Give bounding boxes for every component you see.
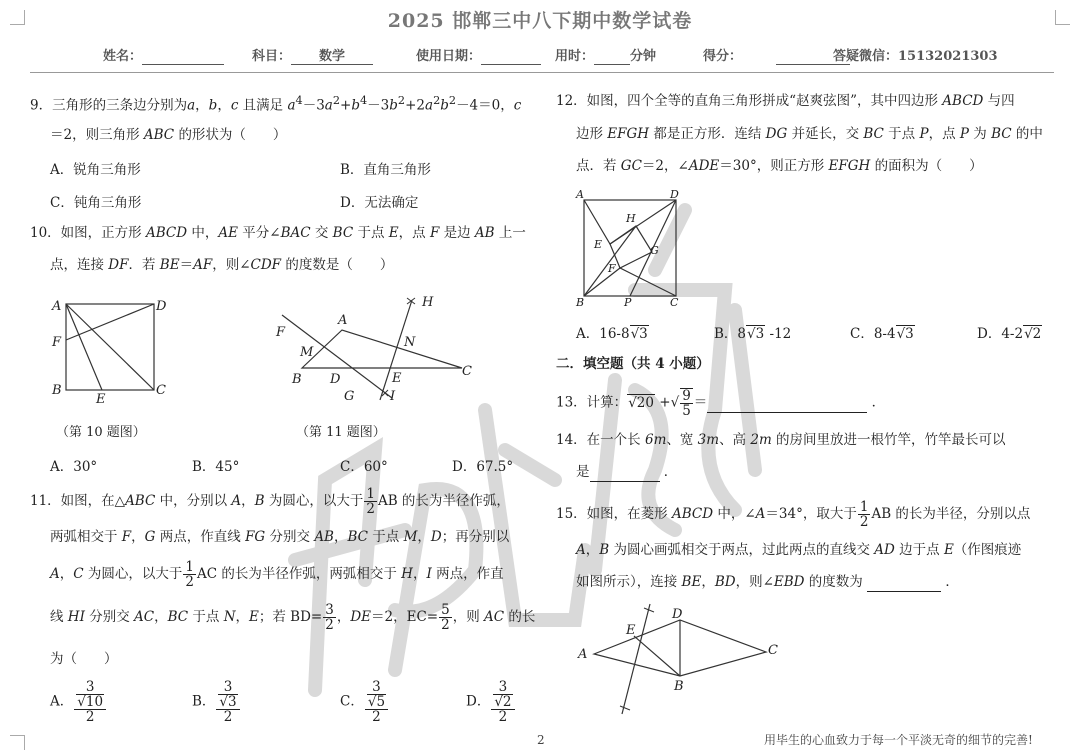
score-field bbox=[703, 45, 850, 65]
svg-text:F: F bbox=[276, 325, 286, 340]
q15-figure bbox=[572, 600, 788, 720]
svg-text:A: A bbox=[338, 313, 348, 328]
svg-text:D: D bbox=[330, 372, 341, 387]
svg-text:E: E bbox=[392, 371, 402, 386]
svg-text:E: E bbox=[626, 623, 636, 638]
svg-text:B: B bbox=[576, 296, 585, 308]
q11-option-d: D． 3 √2 2 bbox=[466, 680, 516, 724]
svg-text:H: H bbox=[422, 295, 434, 310]
q9-option-c: C．钝角三角形 bbox=[50, 195, 142, 211]
name-blank bbox=[142, 49, 224, 65]
svg-text:C: C bbox=[768, 643, 778, 658]
svg-text:E: E bbox=[96, 392, 106, 406]
svg-text:C: C bbox=[156, 383, 166, 398]
q10-figure bbox=[46, 294, 176, 406]
subject-value: 数学 bbox=[291, 45, 373, 65]
q12-option-d: D．4-2√2 bbox=[977, 326, 1042, 342]
svg-text:C: C bbox=[462, 364, 472, 379]
subject-label: 科目： bbox=[252, 49, 292, 64]
svg-text:H: H bbox=[626, 212, 636, 225]
svg-text:B: B bbox=[292, 372, 302, 387]
svg-text:P: P bbox=[624, 296, 632, 308]
q12-option-c: C．8-4√3 bbox=[850, 326, 914, 342]
svg-text:B: B bbox=[52, 383, 62, 398]
q10-option-d: D．67.5° bbox=[452, 459, 514, 475]
page-number: 2 bbox=[537, 733, 545, 747]
q11-line2: 两弧相交于 F，G 两点，作直线 FG 分别交 AB，BC 于点 M，D；再分别以 bbox=[50, 529, 510, 545]
time-blank bbox=[594, 49, 630, 65]
wechat-contact: 答疑微信：15132021303 bbox=[833, 49, 998, 64]
q11-line3: A，C 为圆心，以大于 $\frac{1}{2}$ AC 的长为半径作弧，两弧相交于 H，I 两点，作直 bbox=[50, 559, 504, 590]
svg-text:A: A bbox=[52, 299, 62, 314]
footer-slogan: 用毕生的心血致力于每一个平淡无奇的细节的完善! bbox=[764, 733, 1033, 747]
svg-text:I: I bbox=[390, 389, 396, 404]
q10-line2: 点，连接 DF．若 BE＝AF，则∠CDF 的度数是（ ） bbox=[50, 257, 394, 273]
svg-text:E: E bbox=[594, 238, 603, 251]
q14-line1: 14．在一个长 6m、宽 3m、高 2m 的房间里放进一根竹竿，竹竿最长可以 bbox=[556, 432, 1006, 448]
q9-option-b: B．直角三角形 bbox=[340, 162, 431, 178]
q10-option-a: A．30° bbox=[50, 459, 98, 475]
svg-text:D: D bbox=[672, 607, 683, 622]
time-field bbox=[555, 45, 656, 65]
svg-text:F: F bbox=[608, 262, 616, 275]
q10-caption: （第 10 题图） bbox=[56, 425, 146, 440]
q12-line3: 点．若 GC＝2，∠ADE＝30°，则正方形 EFGH 的面积为（ ） bbox=[576, 158, 983, 174]
date-label: 使用日期： bbox=[416, 49, 482, 64]
q15-line3: 如图所示），连接 BE，BD，则∠EBD 的度数为 ． bbox=[576, 574, 959, 590]
name-field bbox=[103, 45, 224, 65]
q10-line1: 10．如图，正方形 ABCD 中，AE 平分∠BAC 交 BC 于点 E，点 F 是边 AB 上一 bbox=[30, 225, 526, 241]
svg-text:B: B bbox=[674, 679, 684, 694]
svg-text:F: F bbox=[52, 335, 62, 350]
q12-option-a: A．16-8√3 bbox=[576, 326, 648, 342]
q12-line2: 边形 EFGH 都是正方形．连结 DG 并延长，交 BC 于点 P，点 P 为 BC 的中 bbox=[576, 126, 1043, 142]
q12-line1: 12．如图，四个全等的直角三角形拼成“赵爽弦图”，其中四边形 ABCD 与四 bbox=[556, 93, 1015, 109]
q13-line: 13．计算：√20 +√ $\frac{9}{5}$ ＝ ． bbox=[556, 388, 886, 419]
svg-text:G: G bbox=[344, 389, 355, 404]
q14-line2: 是 ． bbox=[576, 464, 678, 480]
q11-option-b: B． 3 √3 2 bbox=[192, 680, 241, 724]
q9-line2: ＝2，则三角形 ABC 的形状为（ ） bbox=[50, 127, 287, 143]
q11-option-c: C． 3 √5 2 bbox=[340, 680, 389, 724]
date-blank bbox=[481, 49, 541, 65]
svg-text:A: A bbox=[578, 647, 588, 662]
q11-line1: 11．如图，在△ABC 中，分别以 A，B 为圆心，以大于 $\frac{1}{2}$ AB 的长为半径作弧， bbox=[30, 486, 510, 517]
time-unit: 分钟 bbox=[630, 49, 657, 64]
q15-line1: 15．如图，在菱形 ABCD 中，∠A＝34°，取大于 $\frac{1}{2}$ AB 的长为半径，分别以点 bbox=[556, 499, 1031, 530]
q11-option-a: A． 3 √10 2 bbox=[50, 680, 107, 724]
q11-line4: 线 HI 分别交 AC，BC 于点 N，E；若 BD= $\frac{3}{2}$ ，DE＝2，EC= $\frac{5}{2}$ ，则 AC 的长 bbox=[50, 602, 536, 633]
svg-text:G: G bbox=[650, 244, 659, 257]
svg-text:M: M bbox=[300, 345, 314, 360]
q10-option-c: C．60° bbox=[340, 459, 388, 475]
q9-option-d: D．无法确定 bbox=[340, 195, 419, 211]
q9-line1: 9．三角形的三条边分别为a，b，c 且满足 $a^4-3a^2+b^4-3b^2+2a^2b^2-4=0$，c bbox=[30, 94, 522, 114]
svg-text:C: C bbox=[670, 296, 679, 308]
svg-text:A: A bbox=[576, 188, 584, 201]
time-label: 用时： bbox=[555, 49, 595, 64]
q11-line5: 为（ ） bbox=[50, 651, 118, 667]
name-label: 姓名： bbox=[103, 49, 143, 64]
date-field bbox=[416, 45, 541, 65]
q11-caption: （第 11 题图） bbox=[296, 425, 386, 440]
q15-line2: A，B 为圆心画弧相交于两点，过此两点的直线交 AD 边于点 E（作图痕迹 bbox=[576, 542, 1022, 558]
score-label: 得分： bbox=[703, 49, 743, 64]
exam-title: 2025 邯郸三中八下期中数学试卷 bbox=[387, 10, 693, 32]
q12-option-b: B．8√3 -12 bbox=[714, 326, 792, 342]
q9-option-a: A．锐角三角形 bbox=[50, 162, 141, 178]
svg-text:D: D bbox=[156, 299, 167, 314]
header-rule bbox=[30, 72, 1054, 73]
q10-option-b: B．45° bbox=[192, 459, 240, 475]
q12-figure bbox=[574, 188, 690, 308]
svg-text:N: N bbox=[404, 335, 416, 350]
svg-text:D: D bbox=[670, 188, 679, 201]
crop-mark-bottom-left bbox=[10, 735, 25, 750]
section-fill-in-title: 二．填空题（共 4 小题） bbox=[556, 356, 710, 372]
subject-field bbox=[252, 45, 373, 65]
q11-figure bbox=[272, 290, 482, 410]
